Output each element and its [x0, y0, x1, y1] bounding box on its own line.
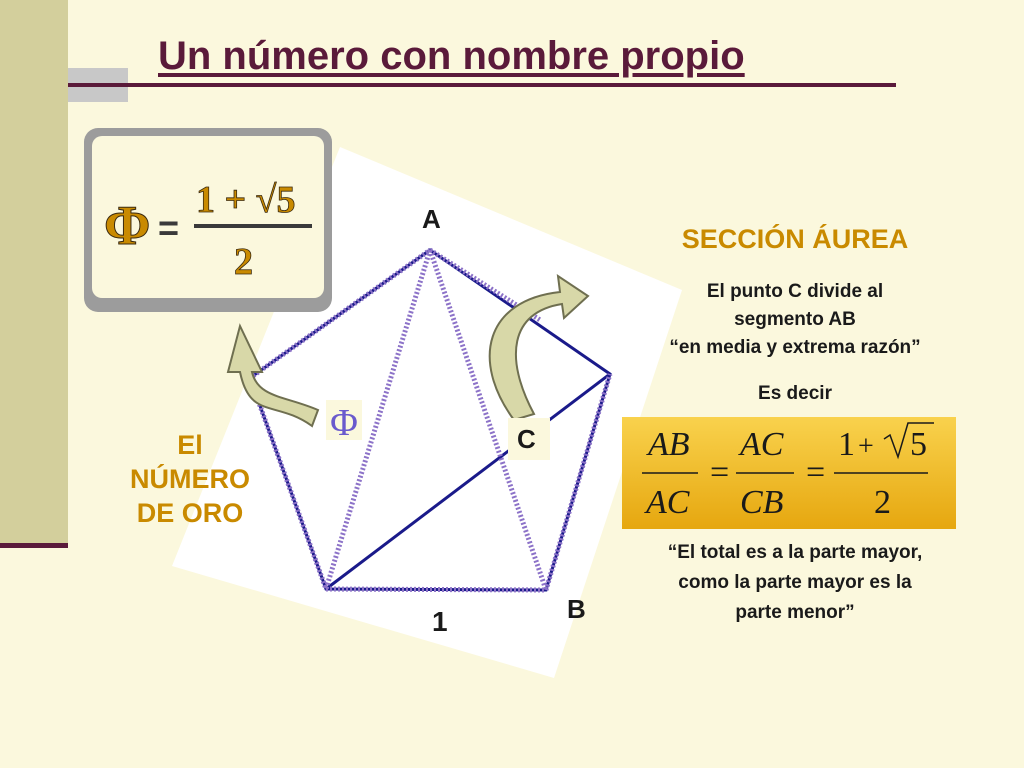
quote-line: como la parte mayor es la [678, 572, 912, 593]
ratio-cb: CB [740, 484, 784, 521]
formula-panel [92, 136, 324, 298]
quote-line: parte menor” [735, 602, 855, 623]
point-c-label: C [517, 424, 536, 454]
es-decir-text: Es decir [758, 383, 832, 404]
formula-equals: = [158, 207, 180, 248]
golden-formula [92, 136, 324, 298]
golden-number-label [100, 428, 280, 530]
page-title: Un número con nombre propio [158, 34, 745, 78]
ratio-eq-2: = [806, 454, 826, 491]
ratio-ac-1: AC [646, 484, 690, 521]
point-b-label: B [567, 594, 586, 624]
ratio-ab: AB [648, 426, 690, 463]
ratio-ac-2: AC [740, 426, 784, 463]
ratio-two: 2 [874, 484, 891, 521]
section-description [600, 278, 990, 362]
description-line: El punto C divide al [706, 281, 884, 302]
ratio-one: 1 [838, 426, 855, 463]
formula-frame [84, 128, 332, 312]
golden-number-line: DE ORO [136, 498, 244, 528]
formula-denominator: 2 [234, 241, 253, 283]
ratio-five: 5 [910, 426, 927, 463]
formula-numerator: 1 + √5 [196, 179, 296, 221]
segment-one-label: 1 [432, 606, 448, 637]
ratio-equation-box [622, 417, 956, 529]
phi-symbol: Φ [330, 402, 358, 444]
section-title: SECCIÓN ÁUREA [681, 224, 909, 254]
ratio-plus: + [858, 431, 874, 462]
quote-line: “El total es a la parte mayor, [667, 542, 923, 563]
golden-number-line: NÚMERO [130, 464, 250, 494]
description-line: “en media y extrema razón” [669, 337, 921, 358]
ratio-eq-1: = [710, 454, 730, 491]
formula-phi: Φ [104, 195, 151, 257]
point-a-label: A [422, 204, 441, 234]
golden-number-line: El [177, 430, 203, 460]
description-line: segmento AB [734, 309, 856, 330]
ratio-equation [622, 417, 956, 529]
quote-text [600, 538, 990, 628]
